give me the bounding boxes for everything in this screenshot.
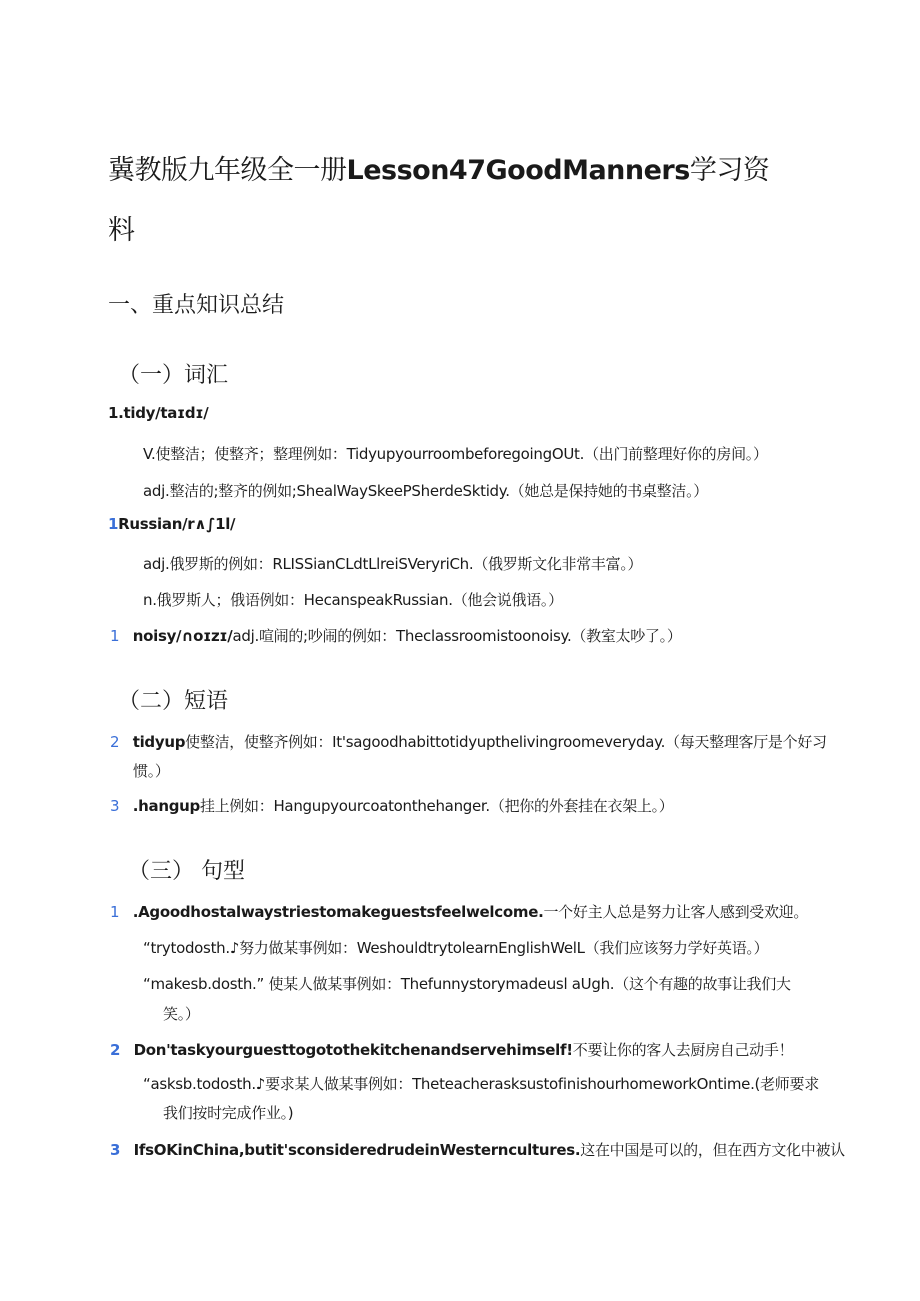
vocab-noisy-head: noisy∕∩oɪzɪ∕: [132, 627, 233, 645]
vocab-noisy-def: adj.喧闹的;吵闹的例如：Theclassroomistoonoisy.（教室太吵了。）: [232, 627, 682, 645]
phrase-tidy-up-cont: 惯。）: [133, 762, 170, 780]
vocab-tidy-adj: adj.整洁的;整齐的例如;ShealWaySkeePSherdeSktidy.（她总是保持她的书桌整洁。）: [143, 482, 708, 500]
list-number: 2: [110, 1041, 121, 1059]
phrase-tidy-up: [110, 731, 827, 752]
sentence-3-chinese: 这在中国是可以的，但在西方文化中被认: [580, 1141, 845, 1159]
sentence-2-note-ask: “asksb.todosth.♪要求某人做某事例如：TheteacherasksustofinishourhomeworkOntime.(老师要求: [143, 1075, 819, 1093]
sentence-1-chinese: 一个好主人总是努力让客人感到受欢迎。: [543, 903, 809, 921]
vocab-word-tidy: 1.tidy∕taɪdɪ∕: [108, 404, 209, 422]
subheading-phrases: （二）短语: [118, 689, 229, 714]
list-number: 1: [110, 627, 120, 645]
list-number: 3: [110, 797, 120, 815]
vocab-russian-head: Russian/r∧∫1l∕: [118, 515, 236, 533]
sentence-2-chinese: 不要让你的客人去厨房自己动手！: [572, 1041, 794, 1059]
sentence-2-note-ask-cont: 我们按时完成作业。): [163, 1104, 294, 1122]
phrase-tidy-up-def: 使整洁，使整齐例如：It'sagoodhabittotidyupthelivingroomeveryday.（每天整理客厅是个好习: [185, 733, 827, 751]
sentence-1-note-try: “trytodosth.♪努力做某事例如：WeshouldtrytolearnEnglishWelL（我们应该努力学好英语。）: [143, 939, 769, 957]
phrase-hang-up: [110, 795, 674, 816]
vocab-russian-noun: n.俄罗斯人；俄语例如：HecanspeakRussian.（他会说俄语。）: [143, 591, 563, 609]
list-number: 3: [110, 1141, 121, 1159]
phrase-hang-up-head: .hangup: [132, 797, 200, 815]
list-number: 1: [108, 515, 119, 533]
document-title-line2: 料: [108, 215, 135, 246]
title-prefix: 冀教版九年级全一册: [108, 155, 347, 186]
vocab-word-russian: [108, 515, 235, 533]
sentence-2: [110, 1039, 793, 1060]
subheading-vocabulary: （一）词汇: [118, 363, 229, 388]
vocab-tidy-verb: V.使整洁；使整齐；整理例如：TidyupyourroombeforegoingOUt.（出门前整理好你的房间。）: [143, 445, 768, 463]
phrase-hang-up-def: 挂上例如：Hangupyourcoatonthehanger.（把你的外套挂在衣架上。）: [199, 797, 674, 815]
subheading-sentence-patterns: （三） 句型: [128, 859, 245, 884]
sentence-2-english: Don'taskyourguesttogotothekitchenandservehimself!: [133, 1041, 573, 1059]
sentence-3-english: IfsOKinChina,butit'sconsideredrudeinWesterncultures.: [133, 1141, 581, 1159]
document-title: [108, 148, 769, 187]
sentence-1: [110, 901, 808, 922]
phrase-tidy-up-head: tidyup: [132, 733, 186, 751]
vocab-russian-adj: adj.俄罗斯的例如：RLISSianCLdtLlreiSVeryriCh.（俄罗斯文化非常丰富。）: [143, 555, 643, 573]
list-number: 1: [110, 903, 120, 921]
vocab-word-noisy: [110, 625, 682, 646]
sentence-3: [110, 1139, 845, 1160]
sentence-1-note-make-cont: 笑。）: [163, 1005, 200, 1023]
title-lesson: Lesson47GoodManners: [346, 155, 690, 186]
sentence-1-english: .Agoodhostalwaystriestomakeguestsfeelwelcome.: [132, 903, 544, 921]
title-suffix: 学习资: [689, 155, 770, 186]
sentence-1-note-make: “makesb.dosth.” 使某人做某事例如：Thefunnystorymadeusl aUgh.（这个有趣的故事让我们大: [143, 975, 791, 993]
list-number: 2: [110, 733, 120, 751]
section-heading-key-points: 一、重点知识总结: [108, 293, 285, 318]
